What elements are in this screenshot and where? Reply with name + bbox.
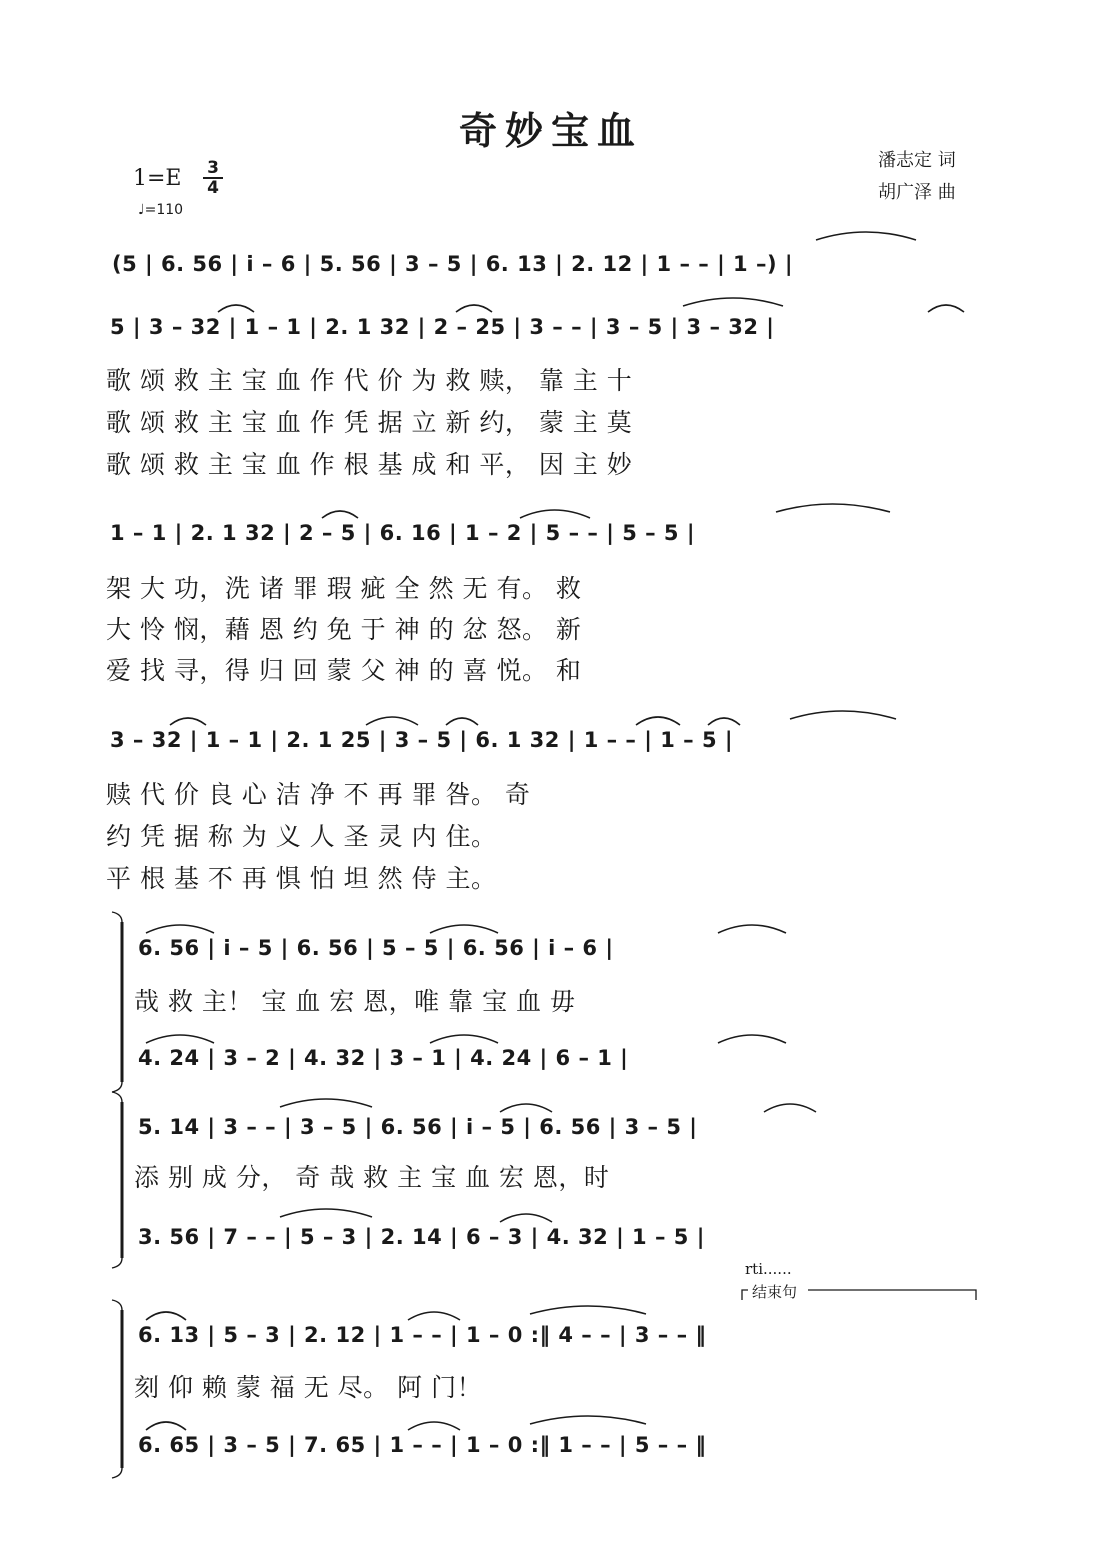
system-3-lyric-3: 爱 找 寻，得 归 回 蒙 父 神 的 喜 悦。 和 xyxy=(106,656,582,685)
ending-label: 结束句 xyxy=(752,1283,798,1301)
ritardando-mark: rti...... xyxy=(745,1260,792,1278)
song-title: 奇妙宝血 xyxy=(458,108,643,153)
ending-bracket xyxy=(742,1290,976,1300)
system-5-upper-notes: 6. 56 | i̇ – 5 | 6. 56 | 5 – 5 | 6. 56 | i̇ – 6 | xyxy=(138,936,614,960)
system-4-lyric-1: 赎 代 价 良 心 洁 净 不 再 罪 咎。 奇 xyxy=(106,780,531,809)
slurs-and-ties xyxy=(146,232,964,1430)
system-4-lyric-3: 平 根 基 不 再 惧 怕 坦 然 侍 主。 xyxy=(106,864,497,893)
system-3-notes: 1 – 1 | 2. 1 32 | 2 – 5 | 6. 16 | 1 – 2 | 5 – – | 5 – 5 | xyxy=(110,521,696,545)
system-6-lyric: 添 别 成 分， 奇 哉 救 主 宝 血 宏 恩，时 xyxy=(134,1163,610,1192)
system-3-lyric-2: 大 怜 悯，藉 恩 约 免 于 神 的 忿 怒。 新 xyxy=(106,615,582,644)
composer-credit: 胡广泽 曲 xyxy=(878,182,956,203)
lyricist-credit: 潘志定 词 xyxy=(878,150,956,171)
system-1-notes: (5 | 6. 56 | i̇ – 6 | 5. 56 | 3 – 5 | 6. 13 | 2. 12 | 1 – – | 1 –) | xyxy=(112,252,794,276)
system-2-lyric-3: 歌 颂 救 主 宝 血 作 根 基 成 和 平， 因 主 妙 xyxy=(106,450,633,479)
system-7-upper-notes: 6. 13 | 5 – 3 | 2. 12 | 1 – – | 1 – 0 :‖ 4 – – | 3 – – ‖ xyxy=(138,1323,707,1347)
system-6-upper-notes: 5. 14 | 3 – – | 3 – 5 | 6. 56 | i̇ – 5 | 6. 56 | 3 – 5 | xyxy=(138,1115,698,1139)
time-signature-bottom: 4 xyxy=(207,178,219,198)
system-4-lyric-2: 约 凭 据 称 为 义 人 圣 灵 内 住。 xyxy=(106,822,497,851)
system-7-lyric: 刻 仰 赖 蒙 福 无 尽。 阿 门！ xyxy=(134,1373,483,1402)
system-6-lower-notes: 3. 56 | 7 – – | 5 – 3 | 2. 14 | 6 – 3 | 4. 32 | 1 – 5 | xyxy=(138,1225,705,1249)
system-7-lower-notes: 6. 65 | 3 – 5 | 7. 65 | 1 – – | 1 – 0 :‖ 1 – – | 5 – – ‖ xyxy=(138,1433,707,1457)
system-2-lyric-1: 歌 颂 救 主 宝 血 作 代 价 为 救 赎， 靠 主 十 xyxy=(106,366,633,395)
time-signature-top: 3 xyxy=(207,158,219,178)
key-signature: 1=E xyxy=(133,166,182,191)
system-2-lyric-2: 歌 颂 救 主 宝 血 作 凭 据 立 新 约， 蒙 主 莫 xyxy=(106,408,633,437)
system-2-notes: 5 | 3 – 32 | 1 – 1 | 2. 1 32 | 2 – 25 | 3 – – | 3 – 5 | 3 – 32 | xyxy=(110,315,775,339)
system-5-lower-notes: 4. 24 | 3 – 2 | 4. 32 | 3 – 1 | 4. 24 | 6 – 1 | xyxy=(138,1046,629,1070)
tempo-mark: ♩=110 xyxy=(138,202,184,218)
system-3-lyric-1: 架 大 功，洗 诸 罪 瑕 疵 全 然 无 有。 救 xyxy=(106,574,582,603)
system-4-notes: 3 – 32 | 1 – 1 | 2. 1 25 | 3 – 5 | 6. 1 32 | 1 – – | 1 – 5 | xyxy=(110,728,734,752)
system-5-lyric: 哉 救 主！ 宝 血 宏 恩，唯 靠 宝 血 毋 xyxy=(134,987,576,1016)
